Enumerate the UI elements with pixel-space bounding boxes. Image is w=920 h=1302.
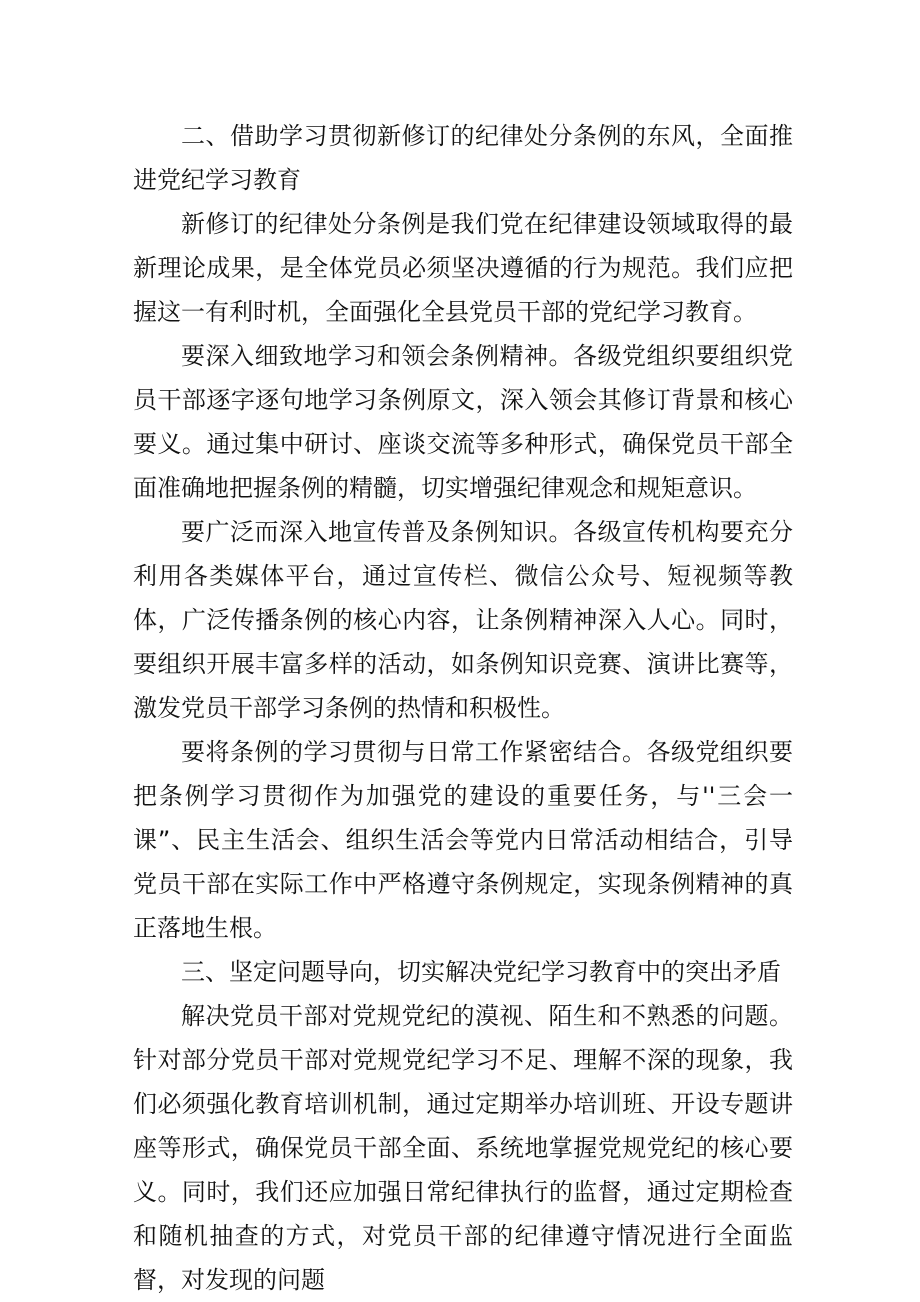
paragraph-study: 要深入细致地学习和领会条例精神。各级党组织要组织党员干部逐字逐句地学习条例原文，深入领会其修订背景和核心要义。通过集中研讨、座谈交流等多种形式，确保党员干部全面准确地把握条例的精髓，切实增强纪律观念和规矩意识。 [133,342,793,502]
paragraph-publicity: 要广泛而深入地宣传普及条例知识。各级宣传机构要充分利用各类媒体平台，通过宣传栏、微信公众号、短视频等教体，广泛传播条例的核心内容，让条例精神深入人心。同时，要组织开展丰富多样的活动，如条例知识竞赛、演讲比赛等，激发党员干部学习条例的热情和积极性。 [133,518,793,722]
document-body [133,114,793,1302]
paragraph-integration: 要将条例的学习贯彻与日常工作紧密结合。各级党组织要把条例学习贯彻作为加强党的建设的重要任务，与''三会一课”、民主生活会、组织生活会等党内日常活动相结合，引导党员干部在实际工作中严格遵守条例规定，实现条例精神的真正落地生根。 [133,738,793,942]
paragraph-problems: 解决党员干部对党规党纪的漠视、陌生和不熟悉的问题。针对部分党员干部对党规党纪学习不足、理解不深的现象，我们必须强化教育培训机制，通过定期举办培训班、开设专题讲座等形式，确保党员干部全面、系统地掌握党规党纪的核心要义。同时，我们还应加强日常纪律执行的监督，通过定期检查和随机抽查的方式，对党员干部的纪律遵守情况进行全面监督，对发现的问题 [133,1002,793,1294]
section-heading-three: 三、坚定问题导向，切实解决党纪学习教育中的突出矛盾 [181,958,781,986]
paragraph-intro: 新修订的纪律处分条例是我们党在纪律建设领域取得的最新理论成果，是全体党员必须坚决遵循的行为规范。我们应把握这一有利时机，全面强化全县党员干部的党纪学习教育。 [133,210,793,326]
section-heading-two: 二、借助学习贯彻新修订的纪律处分条例的东风，全面推进党纪学习教育 [133,122,793,194]
